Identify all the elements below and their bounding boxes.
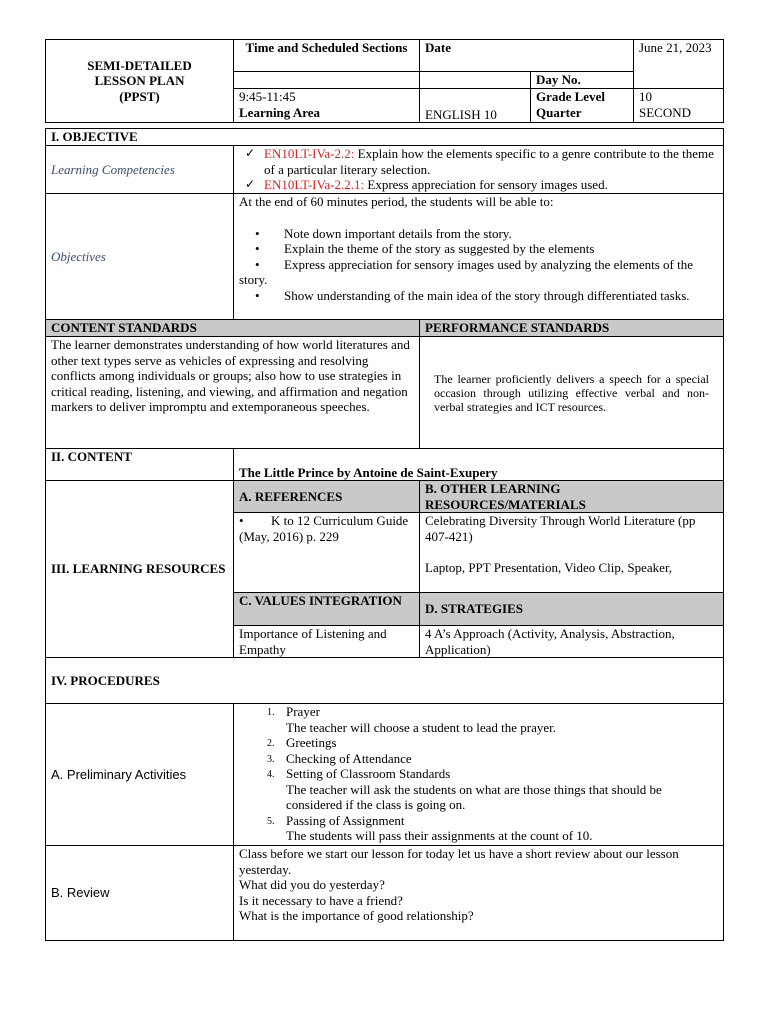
review-label: B. Review [46, 846, 234, 941]
activity-detail: The teacher will ask the students on what are those things that should be considered if the class is going on. [286, 781, 662, 812]
learning-resources-heading: III. LEARNING RESOURCES [46, 481, 234, 658]
check-mark-icon: ✓ [245, 146, 256, 160]
competencies-cell [234, 146, 724, 194]
content-standards-text: The learner demonstrates understanding of how world literatures and other text types serve as vehicles of expressing and resolving conflicts among individuals or groups; also how to use strategies in critical reading, listening, and viewing, and affirmation and negation markers to deliver impromptu and extemporaneous speeches. [46, 337, 420, 449]
review-line: Is it necessary to have a friend? [239, 892, 403, 908]
activity-title: Passing of Assignment [286, 812, 405, 828]
competency-code: EN10LT-IVa-2.2.1: [264, 177, 365, 192]
content-value: The Little Prince by Antoine de Saint-Exupery [234, 449, 724, 481]
bullet-icon: • [239, 513, 244, 528]
other-resources-label: B. OTHER LEARNING RESOURCES/MATERIALS [420, 481, 724, 513]
preliminary-activities-label: A. Preliminary Activities [46, 704, 234, 846]
grade-level-value: 10 [639, 89, 652, 104]
header-table [45, 39, 724, 123]
competency-text: Express appreciation for sensory images used. [364, 177, 608, 192]
item-number: 4. [267, 769, 275, 780]
competency-text: Explain how the elements specific to a genre contribute to the theme of a particular literary selection. [264, 146, 714, 177]
date-label: Date [420, 40, 634, 72]
objective-item [239, 241, 718, 257]
activity-item [267, 766, 718, 813]
objective-item [239, 226, 718, 242]
review-line: What did you do yesterday? [239, 877, 385, 892]
procedures-heading: IV. PROCEDURES [46, 658, 724, 704]
objectives-list [239, 226, 718, 304]
values-integration-text: Importance of Listening and Empathy [234, 626, 420, 658]
references-label: A. REFERENCES [234, 481, 420, 513]
references-text: K to 12 Curriculum Guide (May, 2016) p. 229 [239, 513, 409, 544]
grade-quarter-labels [531, 89, 634, 123]
other-resources-cell [420, 513, 724, 593]
other-resources-text-2: Laptop, PPT Presentation, Video Clip, Speaker, [425, 560, 672, 575]
item-number: 3. [267, 753, 275, 765]
objective-heading: I. OBJECTIVE [46, 129, 724, 146]
activity-title: Greetings [286, 735, 337, 750]
values-integration-label: C. VALUES INTEGRATION [234, 593, 420, 626]
competencies-list [239, 146, 718, 193]
quarter-value: SECOND [639, 104, 692, 120]
objectives-label: Objectives [46, 194, 234, 320]
competency-code: EN10LT-IVa-2.2: [264, 146, 355, 161]
activity-item [267, 812, 718, 844]
activity-title: Setting of Classroom Standards [286, 766, 451, 781]
objective-text: Explain the theme of the story as suggested by the elements [284, 241, 595, 256]
blank-cell [234, 72, 420, 89]
performance-standards-text: The learner proficiently delivers a speech for a special occasion through utilizing effective verbal and non- verbal strategies and ICT resources. [420, 337, 724, 449]
competency-item [239, 177, 718, 193]
objective-text: Show understanding of the main idea of the story through differentiated tasks. [284, 287, 690, 303]
date-value: June 21, 2023 [634, 40, 724, 89]
activity-title: Prayer [286, 704, 320, 719]
preliminary-activities-cell [234, 704, 724, 846]
objective-item [239, 257, 718, 288]
bullet-icon: • [255, 256, 260, 272]
activity-item [267, 704, 718, 735]
day-no-label: Day No. [531, 72, 634, 89]
learning-area-value: ENGLISH 10 [420, 89, 531, 123]
competency-item [239, 146, 718, 177]
bullet-icon: • [255, 225, 260, 241]
time-cell [234, 89, 420, 123]
item-number: 1. [267, 707, 275, 718]
objective-item [239, 288, 718, 304]
activity-detail: The teacher will choose a student to lead the prayer. [286, 719, 557, 735]
grade-level-label: Grade Level [536, 89, 605, 104]
performance-standards-label: PERFORMANCE STANDARDS [420, 320, 724, 337]
activity-item [267, 735, 718, 751]
bullet-icon: • [255, 241, 260, 256]
objective-text: Note down important details from the story. [284, 225, 512, 241]
strategies-label: D. STRATEGIES [420, 593, 724, 626]
content-standards-label: CONTENT STANDARDS [46, 320, 420, 337]
activity-detail: The students will pass their assignments at the count of 10. [286, 828, 593, 843]
review-line: Class before we start our lesson for today let us have a short review about our lesson yesterday. [239, 846, 679, 877]
review-line: What is the importance of good relationship? [239, 908, 474, 923]
preliminary-activities-list [239, 704, 718, 844]
objectives-cell [234, 194, 724, 320]
other-resources-text-1: Celebrating Diversity Through World Literature (pp 407-421) [425, 513, 696, 544]
grade-quarter-values [634, 89, 724, 123]
references-cell [234, 513, 420, 593]
activity-item [267, 750, 718, 767]
objective-text: Express appreciation for sensory images used by analyzing the elements of the story. [239, 256, 694, 287]
learning-area-label: Learning Area [239, 104, 321, 120]
item-number: 5. [267, 815, 275, 827]
check-mark-icon: ✓ [245, 177, 256, 191]
strategies-text: 4 A’s Approach (Activity, Analysis, Abstraction, Application) [420, 626, 724, 658]
time-label: Time and Scheduled Sections [234, 40, 420, 72]
blank-cell [420, 72, 531, 89]
lesson-plan-title: SEMI-DETAILED LESSON PLAN (PPST) [46, 40, 234, 123]
review-cell [234, 846, 724, 941]
activity-title: Checking of Attendance [286, 750, 412, 766]
content-heading: II. CONTENT [46, 449, 234, 481]
lesson-plan-table [45, 128, 724, 941]
time-value: 9:45-11:45 [239, 89, 296, 104]
objectives-intro: At the end of 60 minutes period, the students will be able to: [239, 194, 554, 209]
quarter-label: Quarter [536, 104, 582, 120]
bullet-icon: • [255, 287, 260, 303]
learning-competencies-label: Learning Competencies [46, 146, 234, 194]
item-number: 2. [267, 738, 275, 749]
